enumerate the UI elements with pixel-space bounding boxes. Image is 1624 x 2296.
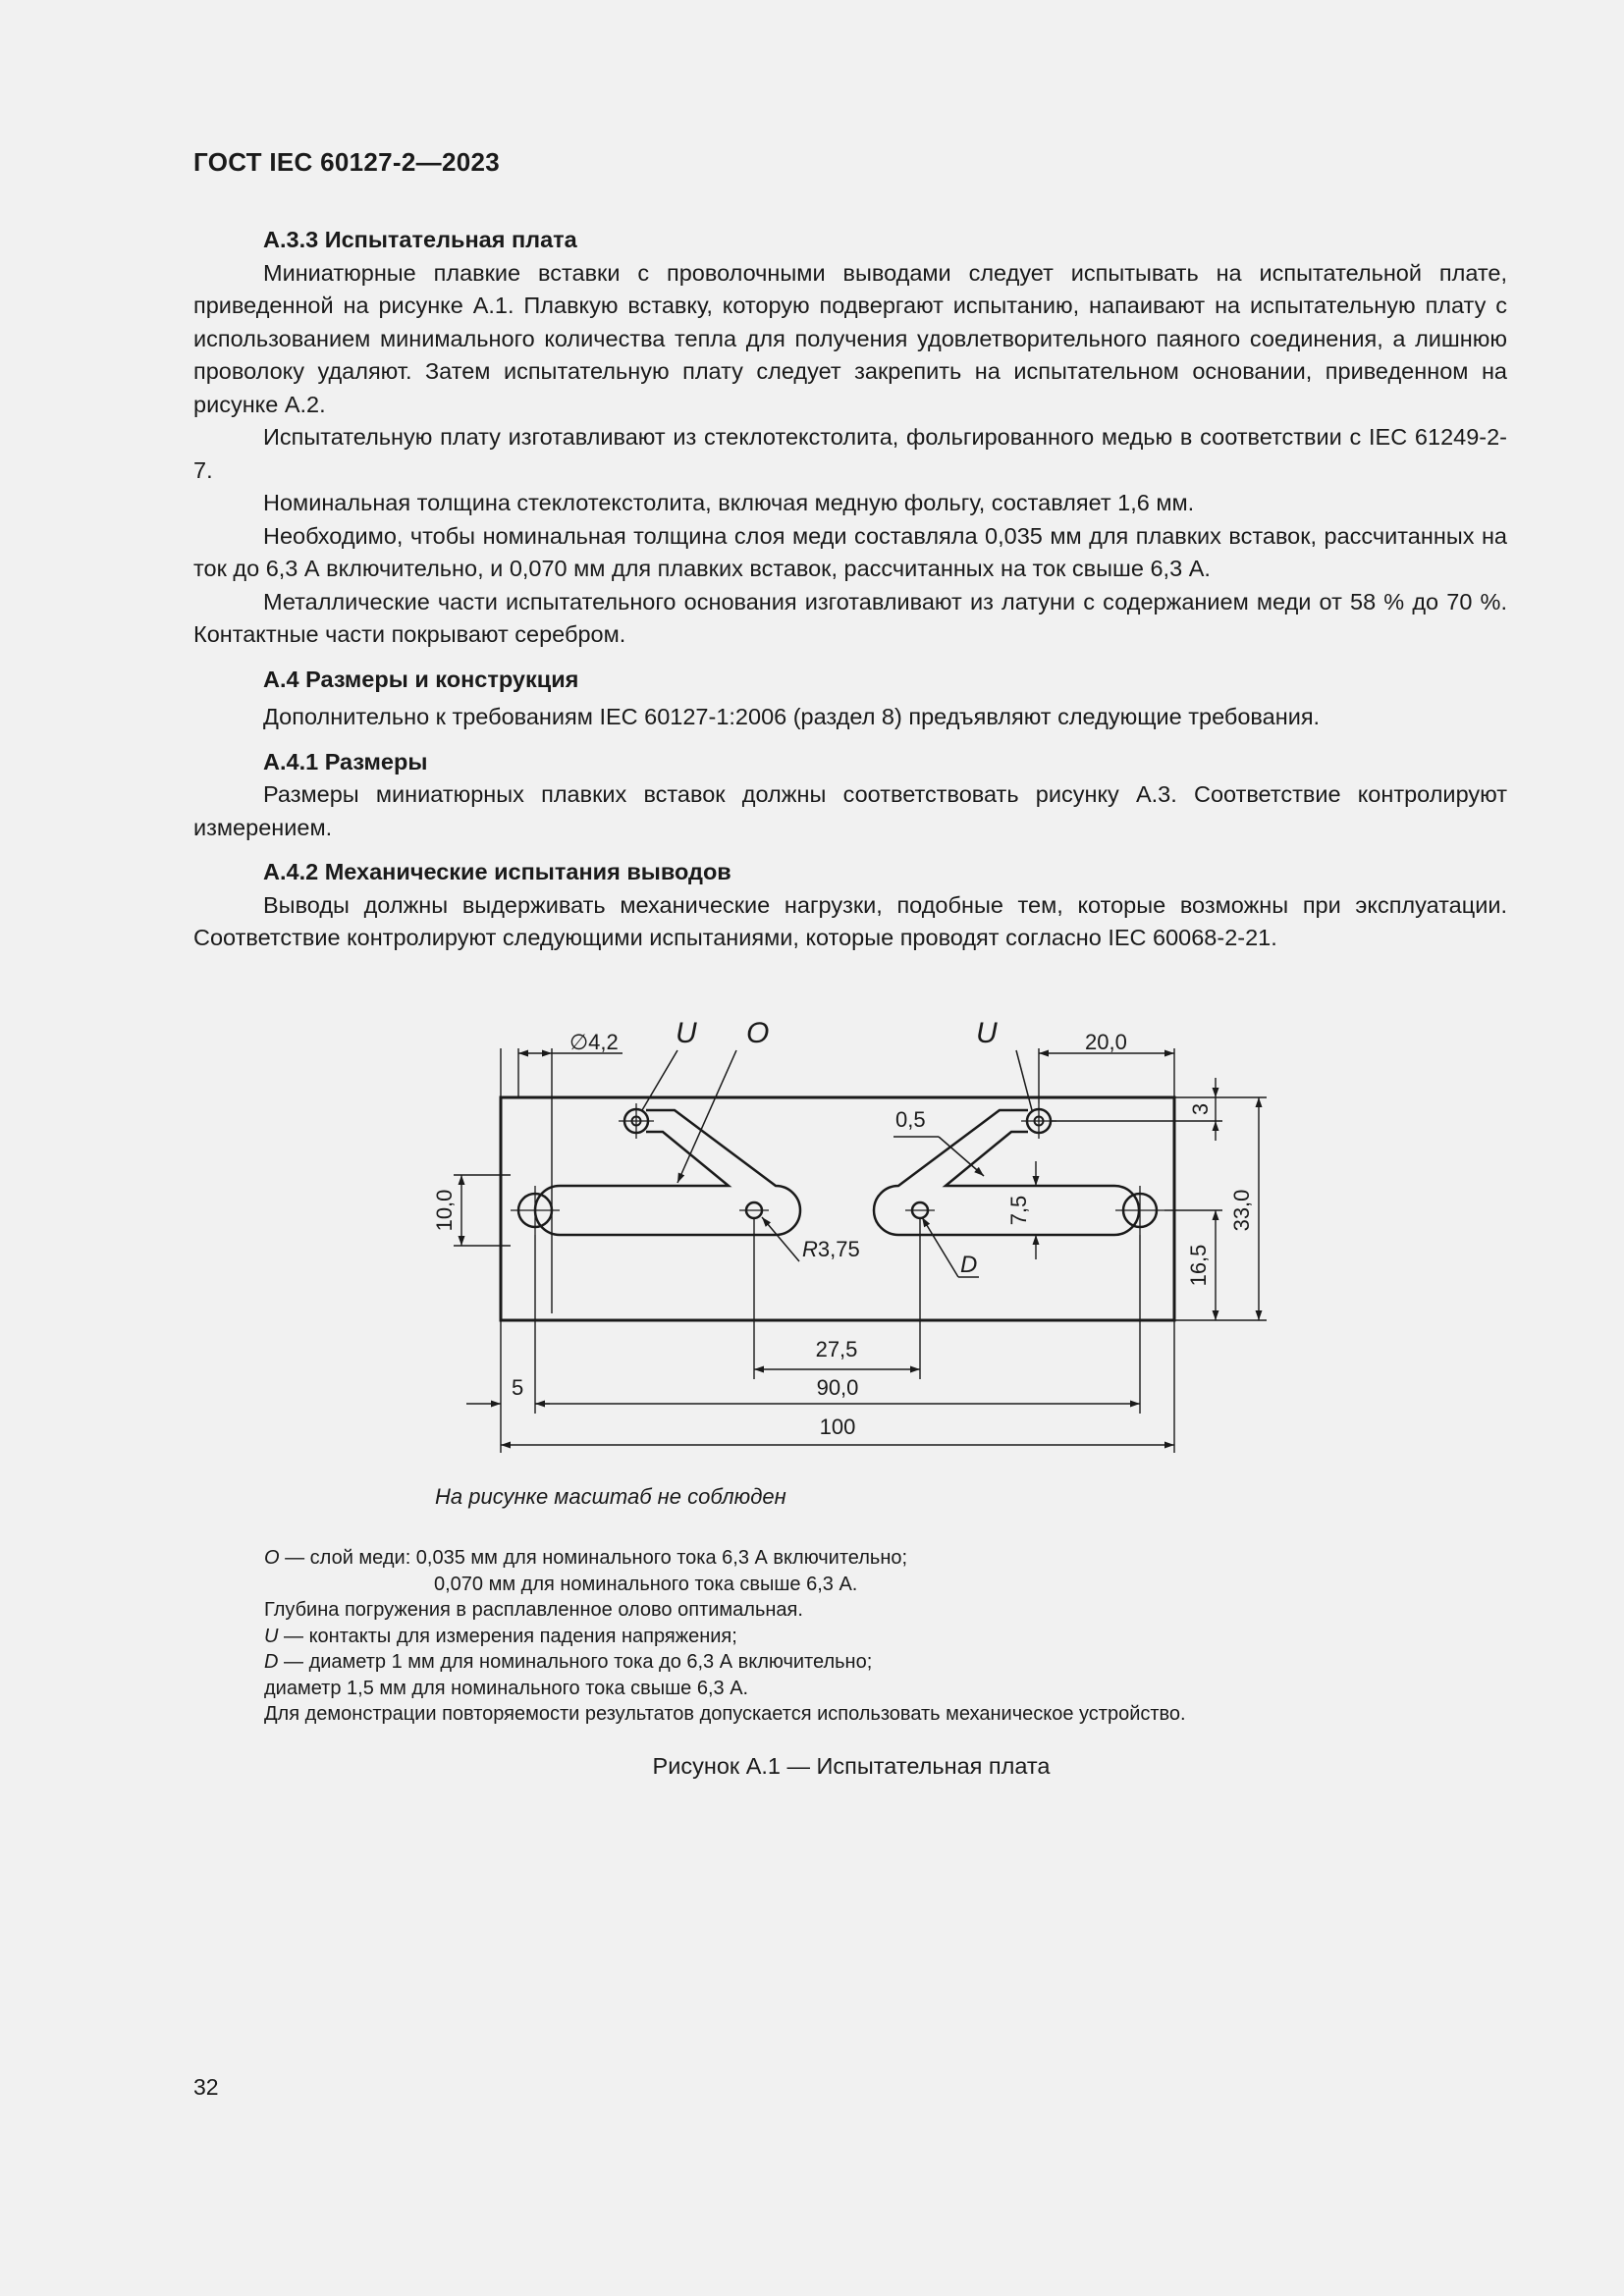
heading-a33: А.3.3 Испытательная плата [263,227,577,252]
heading-a42: А.4.2 Механические испытания выводов [263,859,731,884]
paragraph: Номинальная толщина стеклотекстолита, включая медную фольгу, составляет 1,6 мм. [263,490,1195,515]
board-outline [501,1097,1174,1320]
dim-100: 100 [819,1415,856,1439]
paragraph: Необходимо, чтобы номинальная толщина слоя меди составляла 0,035 мм для плавких вставок, рассчитанных на ток до 6,3 А включительно, и 0,070 мм для плавких вставок, рассчитанных на ток свыше 6,3 А. [193,522,1507,581]
legend-d-letter: D [264,1651,279,1673]
dim-33: 33,0 [1229,1189,1254,1232]
legend-u-text: — контакты для измерения падения напряжения; [278,1625,737,1647]
paragraph: Миниатюрные плавкие вставки с проволочными выводами следует испытывать на испытательной плате, приведенной на рисунке А.1. Плавкую вставку, которую подвергают испытанию, напаивают на испытательную плату с использованием минимального количества тепла для получения удовлетворительного паяного соединения, а лишнюю проволоку удаляют. Затем испытательную плату следует закрепить на испытательном основании, приведенном на рисунке А.2. [193,259,1507,417]
paragraph: Дополнительно к требованиям IEC 60127-1:2006 (раздел 8) предъявляют следующие требования. [263,704,1321,729]
paragraph: Выводы должны выдерживать механические нагрузки, подобные тем, которые возможны при эксплуатации. Соответствие контролируют следующими испытаниями, которые проводят согласно IEC 60068-2-21. [193,891,1507,950]
dim-05: 0,5 [895,1107,926,1132]
paragraph: Размеры миниатюрных плавких вставок должны соответствовать рисунку А.3. Соответствие контролируют измерением. [193,781,1507,840]
legend-depth: Глубина погружения в расплавленное олово оптимальная. [264,1599,803,1621]
legend-u-row [264,1624,1186,1650]
page-number: 32 [193,2074,219,2100]
legend-d-row [264,1649,1186,1676]
paragraph: Испытательную плату изготавливают из стеклотекстолита, фольгированного медью в соответствии с IEC 61249-2-7. [193,424,1507,483]
figure-caption: Рисунок А.1 — Испытательная плата [652,1753,1051,1779]
dim-10: 10,0 [432,1189,457,1232]
heading-a4: А.4 Размеры и конструкция [263,666,579,692]
document-header: ГОСТ IEC 60127-2—2023 [193,147,500,177]
label-u-right: U [976,1017,998,1049]
legend-d-row-2: диаметр 1,5 мм для номинального тока свыше 6,3 А. [264,1677,749,1699]
dim-165: 16,5 [1186,1244,1211,1287]
legend-o-row-2: 0,070 мм для номинального тока свыше 6,3 А. [434,1573,858,1595]
heading-a41: А.4.1 Размеры [263,748,428,774]
label-d: D [960,1252,978,1278]
dim-20: 20,0 [1085,1030,1127,1054]
legend-d-text: — диаметр 1 мм для номинального тока до 6,3 А включительно; [278,1651,873,1673]
legend-o-letter: O [264,1547,280,1569]
label-u-left: U [676,1017,697,1049]
legend-o-text: — слой меди: 0,035 мм для номинального тока 6,3 А включительно; [279,1547,908,1569]
figure-legend [264,1545,1186,1728]
dim-radius [802,1237,860,1261]
legend-o-row [264,1545,1186,1572]
dim-3: 3 [1188,1102,1213,1116]
figure-note: На рисунке масштаб не соблюден [435,1484,786,1509]
dim-5: 5 [512,1375,524,1400]
legend-u-letter: U [264,1625,279,1647]
legend-demo: Для демонстрации повторяемости результатов допускается использовать механическое устройство. [264,1703,1186,1725]
dim-275: 27,5 [815,1337,858,1362]
dim-75: 7,5 [1006,1195,1031,1226]
dim-diameter: ∅4,2 [569,1030,619,1054]
radius-prefix: R [802,1237,818,1261]
radius-value: 3,75 [817,1237,860,1261]
paragraph: Металлические части испытательного основания изготавливают из латуни с содержанием меди от 58 % до 70 %. Контактные части покрывают серебром. [193,588,1507,647]
label-o: O [746,1017,770,1049]
dim-90: 90,0 [816,1375,859,1400]
